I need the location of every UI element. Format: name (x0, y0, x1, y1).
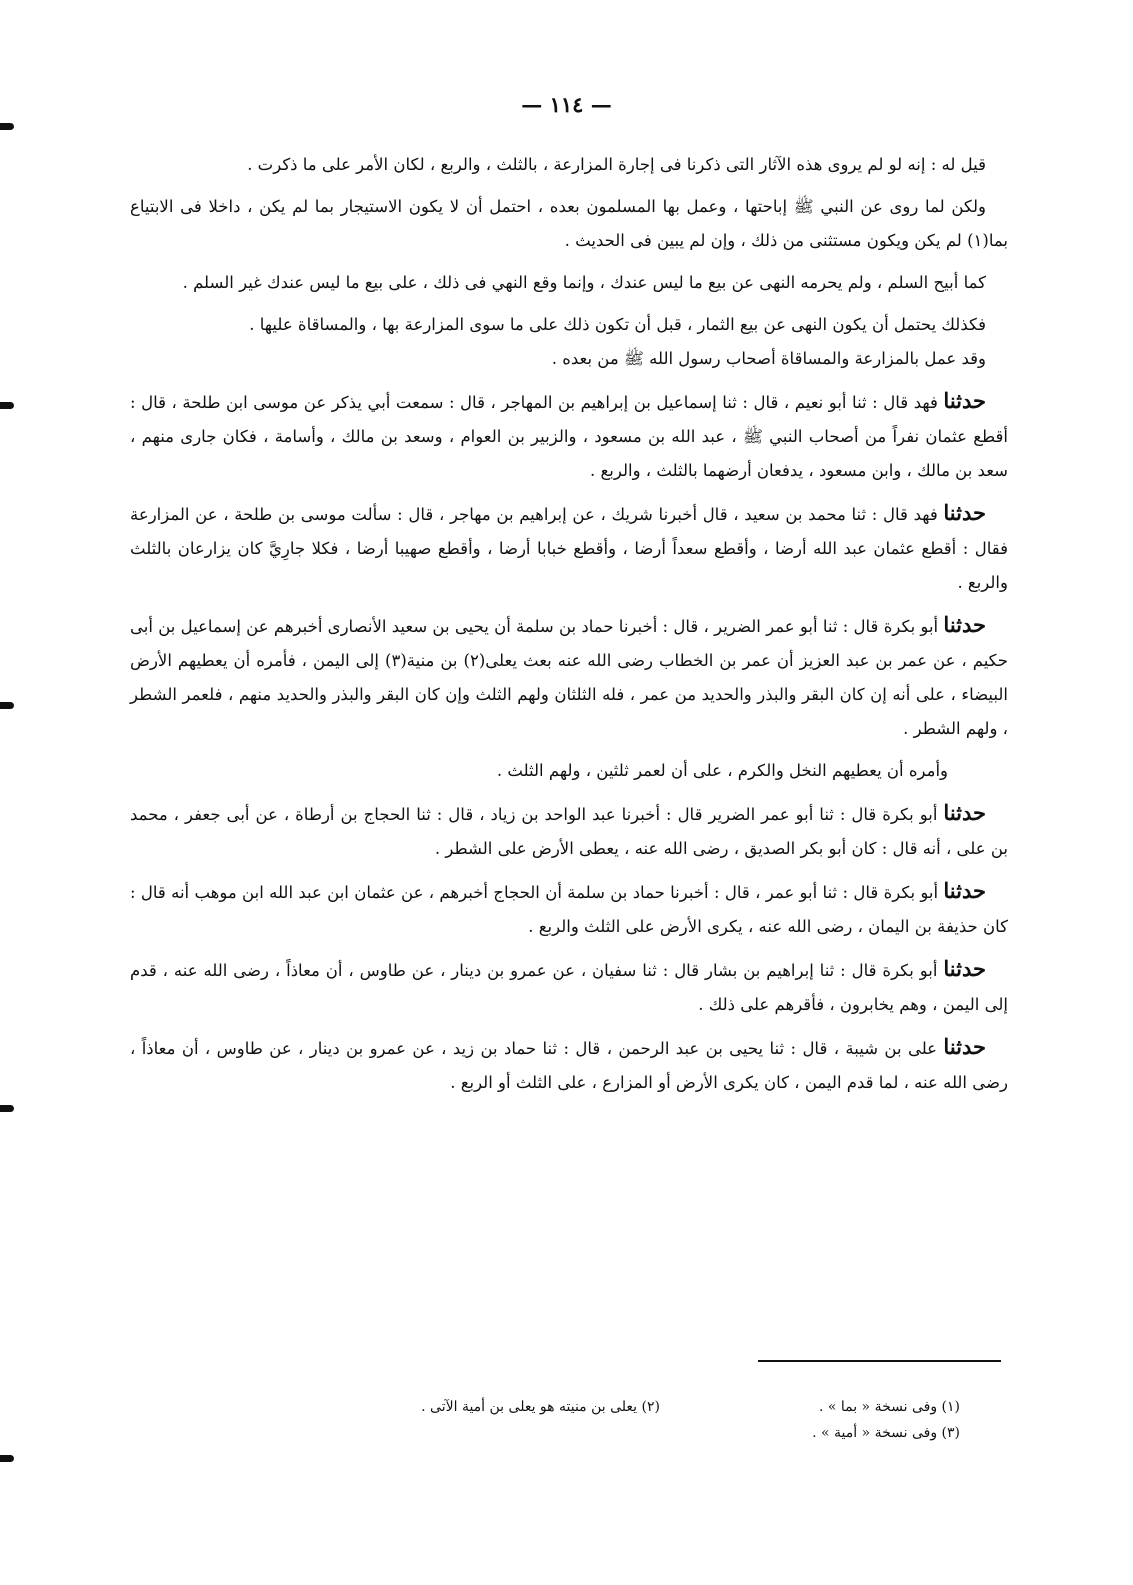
footnote-1: (١) وفى نسخة « بما » . (818, 1399, 960, 1415)
text-body (130, 148, 1008, 1108)
hadith-paragraph (130, 608, 1008, 746)
haddathana-keyword: حدثنا (943, 388, 987, 413)
paragraph-text: أبو بكرة قال : ثنا إبراهيم بن بشار قال : ثنا سفيان ، عن عمرو بن دينار ، عن طاوس ، أن معاذاً ، رضى الله عنه ، قدم إلى اليمن ، وهم يخابرون ، فأقرهم على ذلك . (130, 961, 1008, 1014)
hadith-paragraph (130, 952, 1008, 1022)
paragraph-text: فكذلك يحتمل أن يكون النهى عن بيع الثمار ، قبل أن تكون ذلك على ما سوى المزارعة بها ، والمساقاة عليها . (249, 315, 986, 334)
paragraph-text: أبو بكرة قال : ثنا أبو عمر الضرير قال : أخبرنا عبد الواحد بن زياد ، قال : ثنا الحجاج بن أرطاة ، عن أبى جعفر ، محمد بن على ، أنه قال : كان أبو بكر الصديق ، رضى الله عنه ، يعطى الأرض على الشطر . (130, 805, 1008, 858)
haddathana-keyword: حدثنا (943, 956, 986, 981)
paragraph-text: أبو بكرة قال : ثنا أبو عمر ، قال : أخبرنا حماد بن سلمة أن الحجاج أخبرهم ، عن عثمان ابن عبد الله ابن موهب أنه قال : كان حذيفة بن اليمان ، رضى الله عنه ، يكرى الأرض على الثلث والربع . (130, 883, 1008, 936)
footnotes (360, 1394, 960, 1446)
footnote-row (360, 1420, 960, 1446)
hadith-paragraph (130, 874, 1008, 944)
paragraph-text: ولكن لما روى عن النبي ﷺ إباحتها ، وعمل بها المسلمون بعده ، احتمل أن لا يكون الاستيجار بما لم يكن ، داخلا فى الابتياع بما(١) لم يكن ويكون مستثنى من ذلك ، وإن لم يبين فى الحديث . (130, 197, 1008, 250)
paragraph-text: وأمره أن يعطيهم النخل والكرم ، على أن لعمر ثلثين ، ولهم الثلث . (496, 761, 948, 780)
haddathana-keyword: حدثنا (943, 1034, 987, 1059)
paragraph (130, 266, 1008, 300)
hadith-paragraph (130, 796, 1008, 866)
paragraph (130, 190, 1008, 258)
paragraph-text: كما أبيح السلم ، ولم يحرمه النهى عن بيع ما ليس عندك ، وإنما وقع النهي فى ذلك ، على بيع ما ليس عندك غير السلم . (182, 273, 986, 292)
hadith-paragraph (130, 496, 1008, 600)
haddathana-keyword: حدثنا (943, 500, 986, 525)
footnote-row (360, 1394, 960, 1420)
haddathana-keyword: حدثنا (943, 612, 987, 637)
hadith-paragraph (130, 1030, 1008, 1100)
hadith-paragraph (130, 384, 1008, 488)
paragraph-text: على بن شيبة ، قال : ثنا يحيى بن عبد الرحمن ، قال : ثنا حماد بن زيد ، عن عمرو بن دينار ، عن طاوس ، أن معاذاً ، رضى الله عنه ، لما قدم اليمن ، كان يكرى الأرض أو المزارع ، على الثلث أو الربع . (130, 1039, 1008, 1092)
paragraph (130, 308, 1008, 342)
footnote-3: (٣) وفى نسخة « أمية » . (812, 1425, 960, 1441)
scan-edge-mark (0, 702, 14, 709)
paragraph (130, 342, 1008, 376)
scan-edge-mark (0, 123, 14, 130)
scan-edge-mark (0, 1105, 14, 1112)
paragraph-text: قيل له : إنه لو لم يروى هذه الآثار التى ذكرنا فى إجارة المزارعة ، بالثلث ، والربع ، لكان الأمر على ما ذكرت . (247, 155, 986, 174)
scan-edge-mark (0, 402, 14, 409)
paragraph-text: فهد قال : ثنا أبو نعيم ، قال : ثنا إسماعيل بن إبراهيم بن المهاجر ، قال : سمعت أبي يذكر عن موسى ابن طلحة ، قال : أقطع عثمان نفراً من أصحاب النبي ﷺ ، عبد الله بن مسعود ، والزبير بن العوام ، وسعد بن مالك ، وأسامة ، فكان جارى منهم ، سعد بن مالك ، وابن مسعود ، يدفعان أرضهما بالثلث ، والربع . (130, 393, 1008, 480)
haddathana-keyword: حدثنا (943, 878, 986, 903)
footnote-separator (758, 1360, 1001, 1362)
paragraph-text: أبو بكرة قال : ثنا أبو عمر الضرير ، قال : أخبرنا حماد بن سلمة أن يحيى بن سعيد الأنصارى أخبرهم عن إسماعيل بن أبى حكيم ، عن عمر بن عبد العزيز أن عمر بن الخطاب رضى الله عنه بعث يعلى(٢) بن منية(٣) إلى اليمن ، فأمره أن يعطيهم الأرض البيضاء ، على أنه إن كان البقر والبذر والحديد من عمر ، فله الثلثان ولهم الثلث وإن كان البقر والبذر والحديد منهم ، فلعمر الشطر ، ولهم الشطر . (130, 617, 1008, 738)
paragraph-text: فهد قال : ثنا محمد بن سعيد ، قال أخبرنا شريك ، عن إبراهيم بن مهاجر ، قال : سألت موسى بن طلحة ، عن المزارعة فقال : أقطع عثمان عبد الله أرضا ، وأقطع سعداً أرضا ، وأقطع خبابا أرضا ، وأقطع صهيبا أرضا ، فكلا جارِيَّ كان يزارعان بالثلث والربع . (130, 505, 1008, 592)
page-number: — ١١٤ — (521, 92, 612, 117)
footnote-2: (٢) يعلى بن منيته هو يعلى بن أمية الآتى . (421, 1399, 660, 1415)
scan-edge-mark (0, 1455, 14, 1462)
paragraph (130, 754, 1008, 788)
paragraph-text: وقد عمل بالمزارعة والمساقاة أصحاب رسول الله ﷺ من بعده . (551, 349, 986, 368)
paragraph (130, 148, 1008, 182)
haddathana-keyword: حدثنا (943, 800, 987, 825)
